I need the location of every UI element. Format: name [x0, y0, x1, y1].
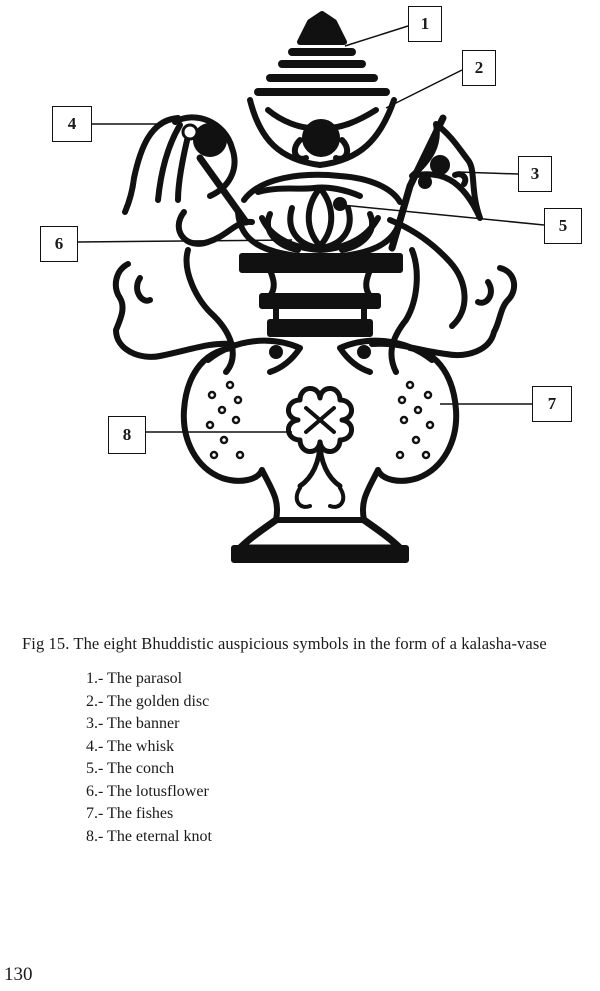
label-2: 2: [462, 50, 496, 86]
label-8: 8: [108, 416, 146, 454]
legend-item: 7.- The fishes: [86, 805, 174, 822]
symbol-legend: [86, 668, 212, 848]
leader-line-1: [345, 26, 408, 46]
leader-line-2: [386, 70, 462, 108]
page-number: 130: [4, 964, 33, 985]
label-3: 3: [518, 156, 552, 192]
legend-item: 6.- The lotusflower: [86, 782, 209, 800]
legend-item: 5.- The conch: [86, 760, 175, 777]
label-1: 1: [408, 6, 442, 42]
label-6: 6: [40, 226, 78, 262]
legend-item: 1.- The parasol: [86, 670, 183, 687]
legend-item: 8.- The eternal knot: [86, 827, 212, 845]
label-7: 7: [532, 386, 572, 422]
label-4: 4: [52, 106, 92, 142]
legend-item: 4.- The whisk: [86, 737, 175, 755]
legend-item: 2.- The golden disc: [86, 692, 210, 710]
label-5: 5: [544, 208, 582, 244]
legend-item: 3.- The banner: [86, 715, 180, 732]
figure-caption: Fig 15. The eight Bhuddistic auspicious symbols in the form of a kalasha-vase: [22, 634, 547, 653]
leader-line-6: [78, 240, 292, 242]
